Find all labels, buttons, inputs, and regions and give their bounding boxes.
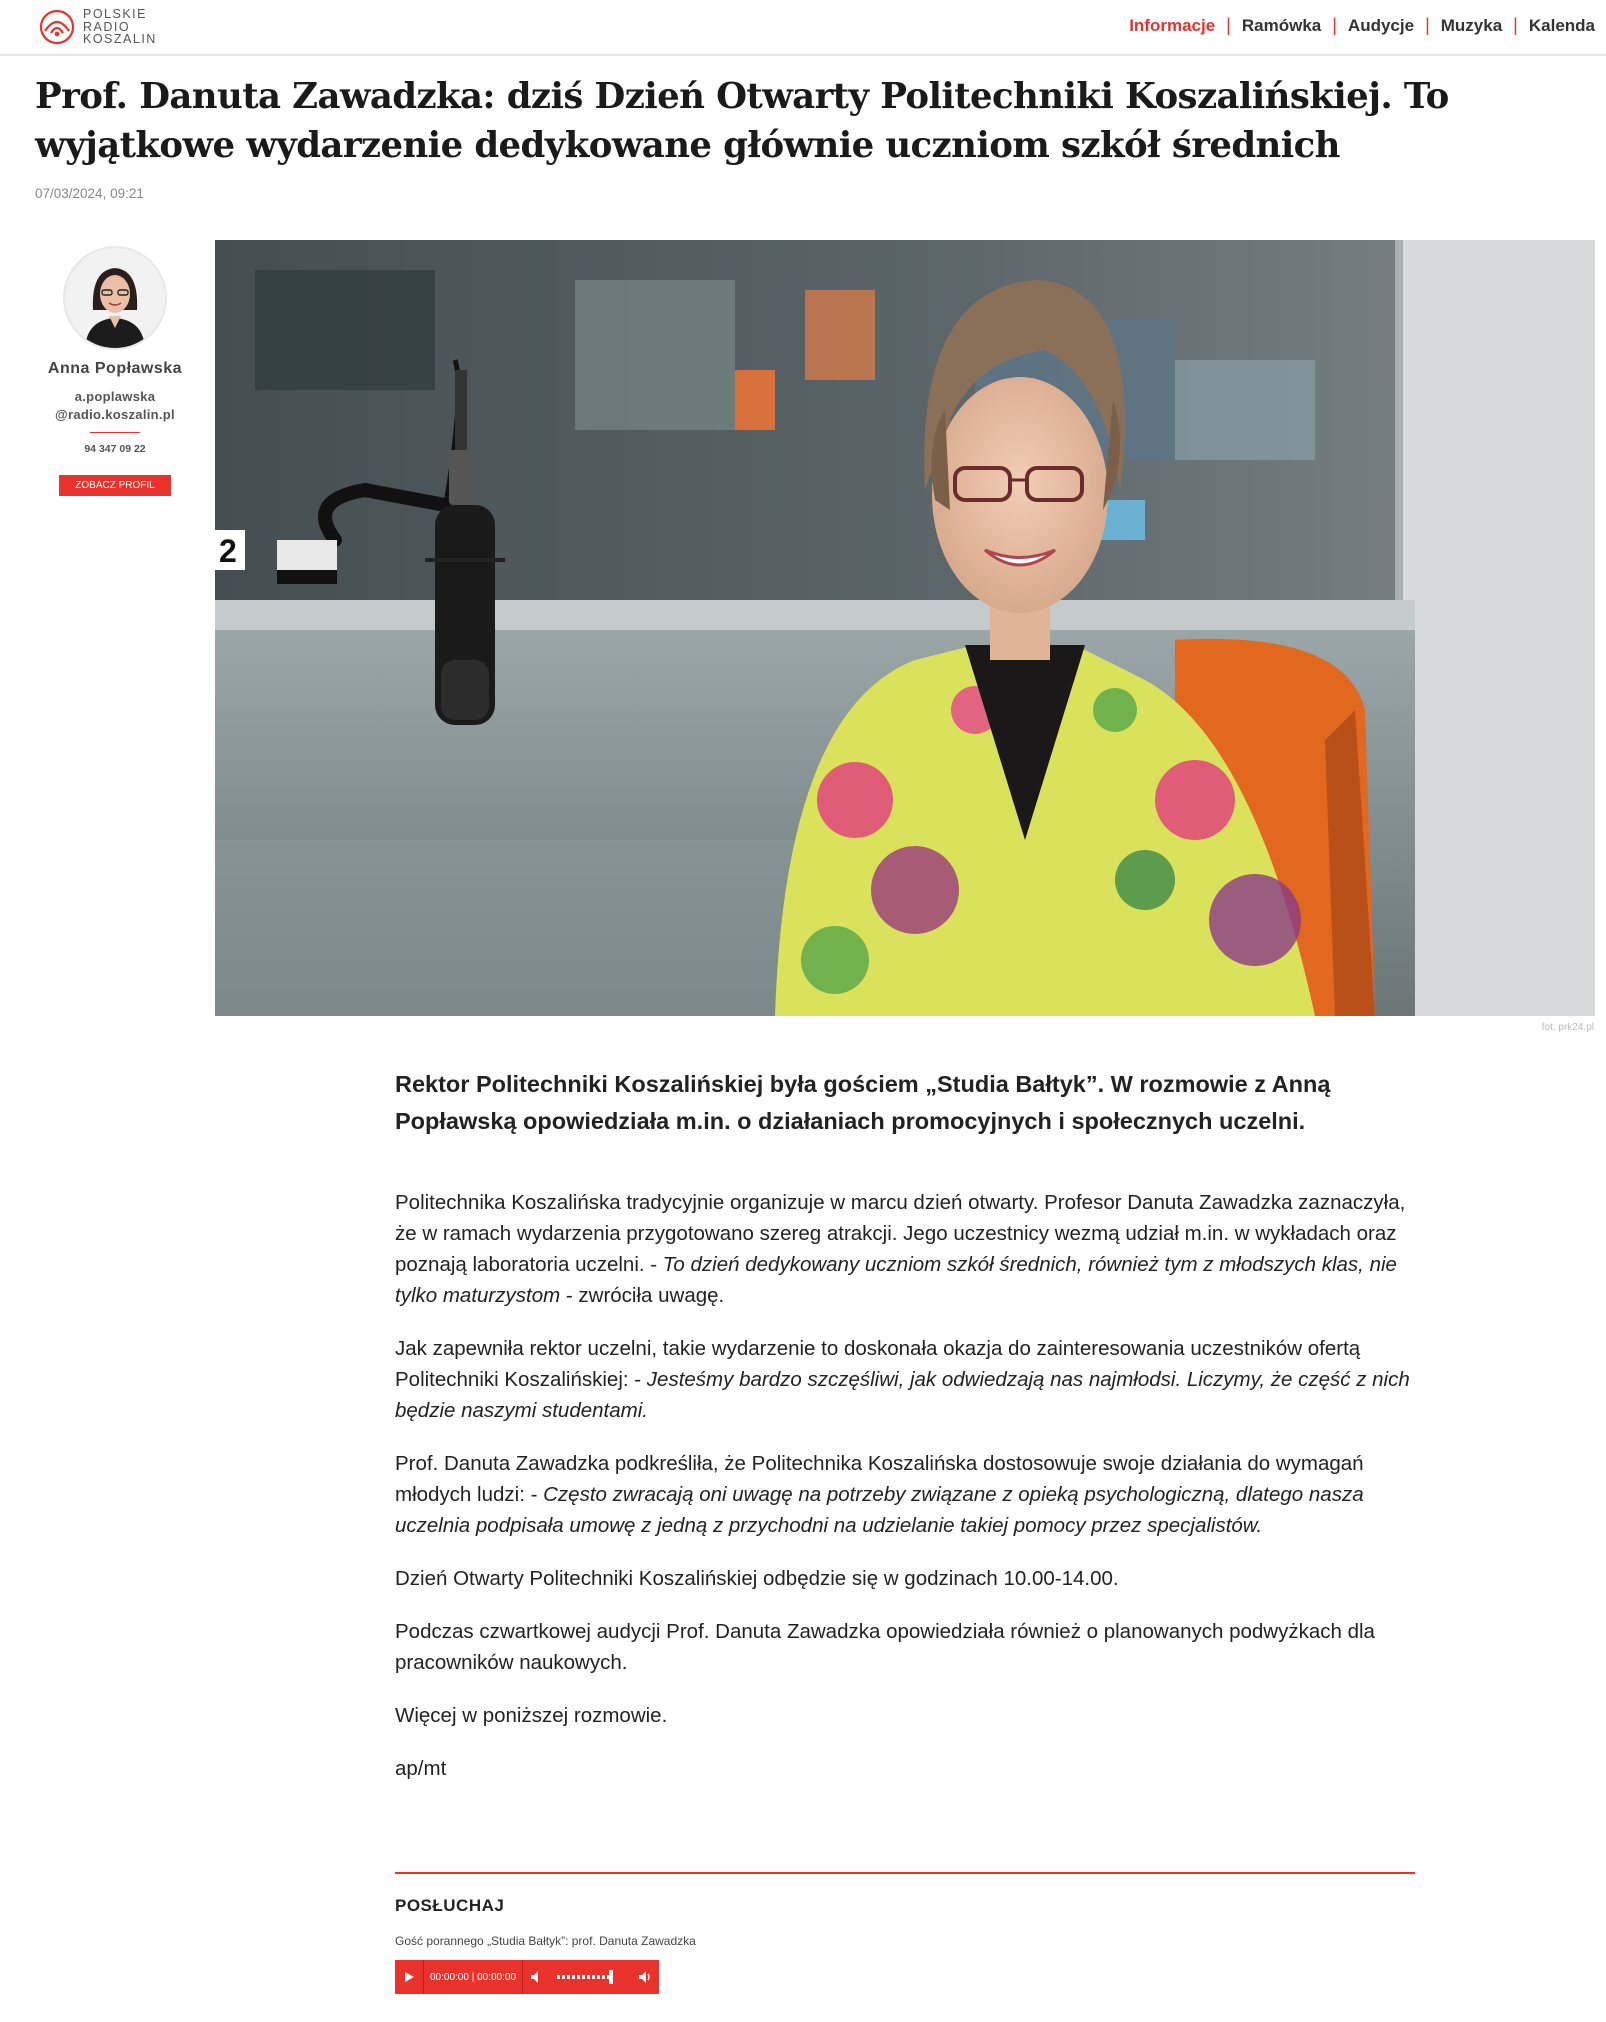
audio-player [395, 1960, 659, 1994]
audio-time: 00:00:00 | 00:00:00 [430, 1971, 517, 1983]
volume-track [557, 1975, 611, 1979]
volume-slider[interactable] [551, 1960, 631, 1994]
author-phone: 94 347 09 22 [84, 443, 146, 455]
nav-separator: | [1332, 15, 1337, 35]
paragraph-1: Politechnika Koszalińska tradycyjnie organizuje w marcu dzień otwarty. Profesor Danuta Zawadzka zaznaczyła, że w ramach wydarzenia przygotowano szereg atrakcji. Jego uczestnicy wezmą udział m.in. w wykładach oraz poznają laboratoria uczelni. - To dzień dedykowany uczniom szkół średnich, również tym z młodszych klas, nie tylko maturzystom - zwróciła uwagę. [395, 1191, 1406, 1307]
nav-item-kalendarz[interactable]: Kalenda [1528, 15, 1595, 35]
logo-line-1: POLSKIE [83, 7, 147, 22]
quote: Często zwracają oni uwagę na potrzeby związane z opieką psychologiczną, dlatego nasza uczelnia podpisała umowę z jedną z przychodni na udzielanie takiej pomocy przez specjalistów. [395, 1483, 1364, 1537]
site-header [0, 0, 1606, 56]
paragraph-5: Podczas czwartkowej audycji Prof. Danuta Zawadzka opowiedziała również o planowanych podwyżkach dla pracowników naukowych. [395, 1620, 1375, 1674]
view-profile-button[interactable]: ZOBACZ PROFIL [59, 475, 170, 496]
listen-section [395, 1872, 1415, 1948]
article-body [395, 1187, 1415, 1806]
nav-separator: | [1425, 15, 1430, 35]
nav-item-audycje[interactable]: Audycje [1347, 15, 1415, 35]
article-title: Prof. Danuta Zawadzka: dziś Dzień Otwarty Politechniki Koszalińskiej. To wyjątkowe wydarzenie dedykowane głównie uczniom szkół średnich [35, 76, 1449, 166]
nav-item-informacje[interactable]: Informacje [1129, 15, 1216, 35]
speaker-loud-icon [638, 1970, 652, 1984]
listen-heading: POSŁUCHAJ [395, 1896, 505, 1915]
main-nav [1118, 15, 1606, 36]
author-email[interactable] [35, 388, 195, 424]
paragraph-6: Więcej w poniższej rozmowie. [395, 1704, 668, 1727]
paragraph-2: Jak zapewniła rektor uczelni, takie wydarzenie to doskonała okazja do zainteresowania uczestników ofertą Politechniki Koszalińskiej: - Jesteśmy bardzo szczęśliwi, jak odwiedzają nas najmłodsi. Liczymy, że część z nich będzie naszymi studentami. [395, 1337, 1410, 1422]
photo-caption: fot. prk24.pl [1541, 1022, 1594, 1033]
play-button[interactable] [395, 1960, 423, 1994]
author-email-line1: a.poplawska [74, 389, 156, 404]
nav-item-muzyka[interactable]: Muzyka [1440, 15, 1503, 35]
author-avatar[interactable] [65, 248, 165, 348]
speaker-icon [530, 1970, 544, 1984]
author-email-line2: @radio.koszalin.pl [55, 407, 175, 422]
logo-line-2: RADIO [83, 19, 131, 34]
volume-handle[interactable] [609, 1970, 613, 1984]
author-divider [90, 432, 140, 433]
paragraph-3: Prof. Danuta Zawadzka podkreśliła, że Politechnika Koszalińska dostosowuje swoje działania do wymagań młodych ludzi: - Często zwracają oni uwagę na potrzeby związane z opieką psychologiczną, dlatego nasza uczelnia podpisała umowę z jedną z przychodni na udzielanie takiej pomocy przez specjalistów. [395, 1452, 1364, 1537]
play-icon [403, 1971, 415, 1983]
logo-line-3: KOSZALIN [83, 32, 157, 47]
studio-guest-photo [215, 240, 1595, 1016]
quote: Jesteśmy bardzo szczęśliwi, jak odwiedzają nas najmłodsi. Liczymy, że część z nich będzie naszymi studentami. [395, 1368, 1410, 1422]
radio-waves-logo-icon [35, 7, 79, 47]
quote: To dzień dedykowany uczniom szkół średnich, również tym z młodszych klas, nie tylko maturzystom [395, 1253, 1397, 1307]
author-portrait-image [65, 248, 165, 348]
article-lead: Rektor Politechniki Koszalińskiej była gościem „Studia Bałtyk”. W rozmowie z Anną Popławską opowiedziała m.in. o działaniach promocyjnych i społecznych uczelni. [395, 1071, 1331, 1134]
author-box [35, 248, 195, 496]
paragraph-4: Dzień Otwarty Politechniki Koszalińskiej odbędzie się w godzinach 10.00-14.00. [395, 1567, 1119, 1590]
paragraph-7: ap/mt [395, 1757, 447, 1780]
mute-button[interactable] [523, 1960, 551, 1994]
article-date: 07/03/2024, 09:21 [35, 186, 144, 201]
nav-item-ramowka[interactable]: Ramówka [1241, 15, 1322, 35]
site-logo[interactable] [35, 7, 157, 47]
audio-track-title: Gość porannego „Studia Bałtyk”: prof. Danuta Zawadzka [395, 1934, 696, 1948]
logo-wordmark [83, 8, 157, 46]
svg-text:2: 2 [219, 533, 237, 569]
article-photo [215, 240, 1595, 1016]
nav-separator: | [1226, 15, 1231, 35]
author-name[interactable]: Anna Popławska [47, 360, 183, 377]
max-volume-button[interactable] [631, 1960, 659, 1994]
nav-separator: | [1513, 15, 1518, 35]
